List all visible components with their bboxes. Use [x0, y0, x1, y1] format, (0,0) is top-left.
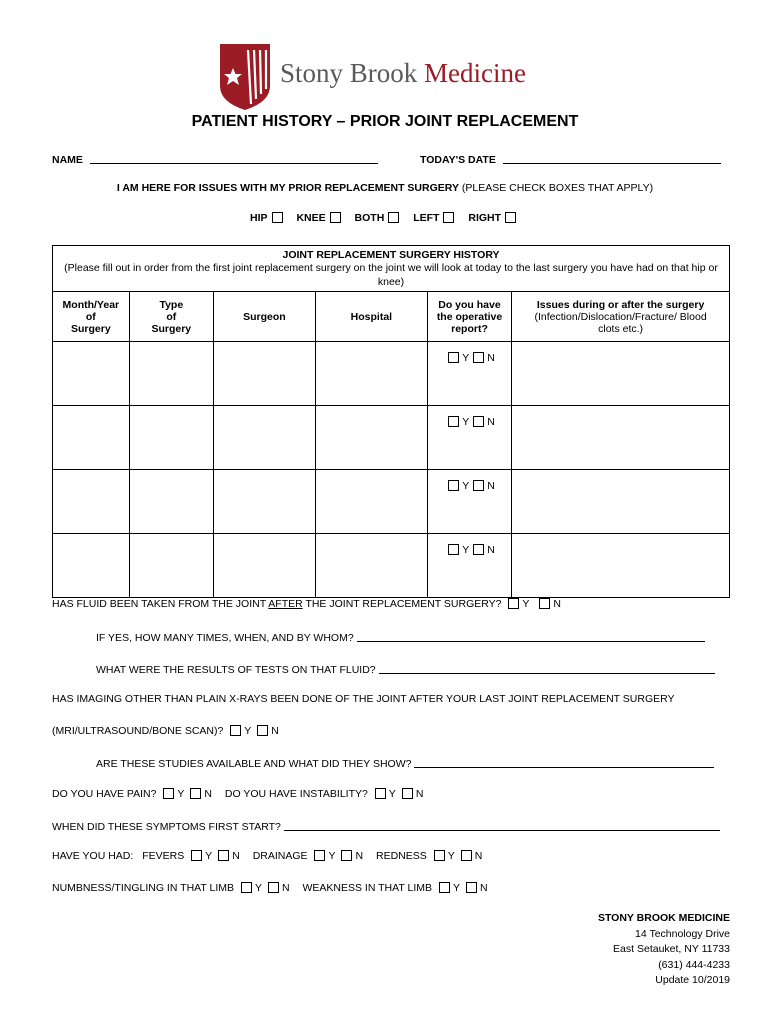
yes-label: Y [462, 352, 470, 364]
studies-field[interactable] [414, 756, 714, 768]
logo-name-part2: Medicine [424, 58, 526, 88]
report-yes-checkbox[interactable] [448, 352, 459, 363]
hospital-cell[interactable] [315, 470, 427, 534]
redness-no-checkbox[interactable] [461, 850, 472, 861]
footer-address-line1: 14 Technology Drive [635, 927, 730, 940]
logo [218, 44, 568, 110]
logo-name-part1: Stony Brook [280, 58, 418, 88]
issues-cell[interactable] [512, 342, 730, 406]
table-row [53, 534, 730, 598]
date-label: TODAY'S DATE [420, 154, 496, 166]
footer-update: Update 10/2019 [655, 974, 730, 986]
knee-checkbox[interactable] [330, 212, 341, 223]
option-right-label: RIGHT [468, 212, 502, 224]
date-cell[interactable] [53, 342, 130, 406]
report-no-checkbox[interactable] [473, 480, 484, 491]
issues-instruction: (PLEASE CHECK BOXES THAT APPLY) [461, 182, 654, 194]
no-label: N [487, 352, 495, 364]
yes-label: Y [462, 416, 470, 428]
footer-phone: (631) 444-4233 [658, 958, 730, 971]
hospital-cell[interactable] [315, 406, 427, 470]
fluid-yes-checkbox[interactable] [508, 598, 519, 609]
col-header-hospital: Hospital [315, 292, 427, 342]
fevers-no-checkbox[interactable] [218, 850, 229, 861]
hospital-cell[interactable] [315, 534, 427, 598]
col-header-surgeon: Surgeon [213, 292, 315, 342]
footer-org: STONY BROOK MEDICINE [597, 912, 730, 924]
imaging-question: HAS IMAGING OTHER THAN PLAIN X-RAYS BEEN DONE OF THE JOINT AFTER YOUR LAST JOINT REPLACEMENT SURGERY [52, 693, 675, 705]
fluid-results-field[interactable] [379, 662, 715, 674]
name-field[interactable] [90, 152, 378, 164]
col-header-operative-report: Do you have the operative report? [427, 292, 511, 342]
option-left-label: LEFT [413, 212, 440, 224]
fevers-yes-checkbox[interactable] [191, 850, 202, 861]
type-cell[interactable] [129, 406, 213, 470]
no-label: N [487, 480, 495, 492]
issues-cell[interactable] [512, 470, 730, 534]
report-no-checkbox[interactable] [473, 416, 484, 427]
fluid-question: HAS FLUID BEEN TAKEN FROM THE JOINT AFTER THE JOINT REPLACEMENT SURGERY? Y N [52, 598, 562, 610]
numbness-yes-checkbox[interactable] [241, 882, 252, 893]
drainage-no-checkbox[interactable] [341, 850, 352, 861]
date-cell[interactable] [53, 534, 130, 598]
right-checkbox[interactable] [505, 212, 516, 223]
studies-question: ARE THESE STUDIES AVAILABLE AND WHAT DID THEY SHOW? [96, 756, 714, 770]
symptoms-start-field[interactable] [284, 819, 720, 831]
issues-cell[interactable] [512, 534, 730, 598]
instability-no-checkbox[interactable] [402, 788, 413, 799]
table-heading-cell [53, 246, 730, 292]
imaging-scan-question: (MRI/ULTRASOUND/BONE SCAN)? Y N [52, 725, 279, 737]
table-heading: JOINT REPLACEMENT SURGERY HISTORY [282, 248, 500, 261]
yes-label: Y [462, 480, 470, 492]
type-cell[interactable] [129, 534, 213, 598]
report-cell [427, 470, 511, 534]
drainage-yes-checkbox[interactable] [314, 850, 325, 861]
hospital-cell[interactable] [315, 342, 427, 406]
report-cell [427, 534, 511, 598]
left-checkbox[interactable] [443, 212, 454, 223]
report-yes-checkbox[interactable] [448, 480, 459, 491]
table-row [53, 470, 730, 534]
page-title: PATIENT HISTORY – PRIOR JOINT REPLACEMENT [191, 113, 579, 130]
option-knee-label: KNEE [296, 212, 326, 224]
report-no-checkbox[interactable] [473, 352, 484, 363]
yes-label: Y [462, 544, 470, 556]
redness-yes-checkbox[interactable] [434, 850, 445, 861]
report-cell [427, 342, 511, 406]
date-field[interactable] [503, 152, 721, 164]
logo-shield-icon [218, 44, 274, 110]
pain-no-checkbox[interactable] [190, 788, 201, 799]
option-both-label: BOTH [354, 212, 385, 224]
surgery-history-table [52, 245, 730, 598]
footer-address-line2: East Setauket, NY 11733 [613, 943, 730, 955]
limb-question: NUMBNESS/TINGLING IN THAT LIMB Y N WEAKNESS IN THAT LIMB Y N [52, 882, 488, 894]
symptoms-question: HAVE YOU HAD: FEVERS Y N DRAINAGE Y N REDNESS Y N [52, 850, 483, 862]
numbness-no-checkbox[interactable] [268, 882, 279, 893]
joint-options [250, 212, 519, 224]
date-cell[interactable] [53, 470, 130, 534]
table-row [53, 406, 730, 470]
pain-yes-checkbox[interactable] [163, 788, 174, 799]
col-header-issues: Issues during or after the surgery (Infection/Dislocation/Fracture/ Blood clots etc.) [512, 292, 730, 342]
symptoms-start-question: WHEN DID THESE SYMPTOMS FIRST START? [52, 819, 720, 833]
col-header-type: Type of Surgery [129, 292, 213, 342]
date-cell[interactable] [53, 406, 130, 470]
type-cell[interactable] [129, 342, 213, 406]
both-checkbox[interactable] [388, 212, 399, 223]
no-label: N [487, 544, 495, 556]
surgeon-cell[interactable] [213, 406, 315, 470]
fluid-how-field[interactable] [357, 630, 705, 642]
instability-yes-checkbox[interactable] [375, 788, 386, 799]
report-yes-checkbox[interactable] [448, 544, 459, 555]
col-header-date: Month/Year of Surgery [53, 292, 130, 342]
name-label: NAME [52, 154, 83, 166]
hip-checkbox[interactable] [272, 212, 283, 223]
issues-statement: I AM HERE FOR ISSUES WITH MY PRIOR REPLACEMENT SURGERY [116, 182, 459, 194]
type-cell[interactable] [129, 470, 213, 534]
table-instructions: (Please fill out in order from the first joint replacement surgery on the joint we will look at today to the last surgery you have had on that hip or knee) [64, 261, 718, 288]
fluid-no-checkbox[interactable] [539, 598, 550, 609]
report-yes-checkbox[interactable] [448, 416, 459, 427]
fluid-how-question: IF YES, HOW MANY TIMES, WHEN, AND BY WHOM? [96, 630, 705, 644]
fluid-results-question: WHAT WERE THE RESULTS OF TESTS ON THAT FLUID? [96, 662, 715, 676]
option-hip-label: HIP [250, 212, 268, 224]
report-cell [427, 406, 511, 470]
footer-address [598, 911, 730, 989]
issues-cell[interactable] [512, 406, 730, 470]
table-row [53, 342, 730, 406]
surgeon-cell[interactable] [213, 342, 315, 406]
report-no-checkbox[interactable] [473, 544, 484, 555]
surgeon-cell[interactable] [213, 534, 315, 598]
imaging-no-checkbox[interactable] [257, 725, 268, 736]
weakness-no-checkbox[interactable] [466, 882, 477, 893]
imaging-yes-checkbox[interactable] [230, 725, 241, 736]
pain-instability-question: DO YOU HAVE PAIN? Y N DO YOU HAVE INSTABILITY? Y N [52, 788, 424, 800]
no-label: N [487, 416, 495, 428]
weakness-yes-checkbox[interactable] [439, 882, 450, 893]
surgeon-cell[interactable] [213, 470, 315, 534]
